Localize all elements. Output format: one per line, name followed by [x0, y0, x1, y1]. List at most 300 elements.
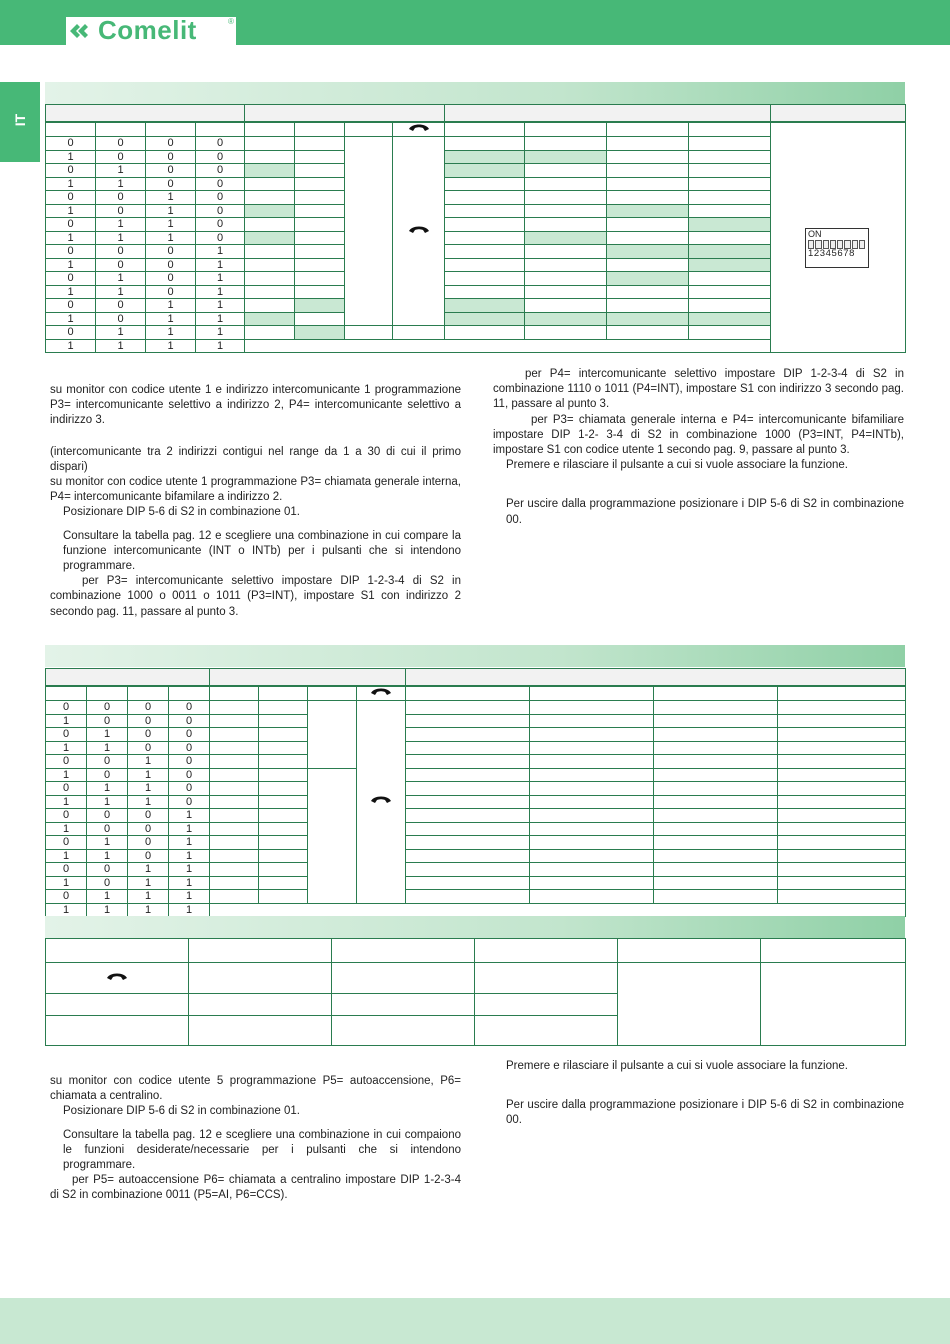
dip-on-label: ON: [808, 229, 822, 239]
table-cell: 0: [96, 245, 146, 259]
table-cell: [530, 809, 654, 823]
table-cell: 0: [96, 299, 146, 313]
table-cell: 0: [46, 245, 96, 259]
table-cell: 0: [87, 768, 128, 782]
paragraph: per P4= intercomunicante selettivo impostare DIP 1-2-3-4 di S2 in combinazione 1110 o 1011 (P4=INT), impostare S1 con indirizzo 3 secondo pag. 11, passare al punto 3.: [493, 368, 904, 411]
table-cell: [46, 939, 189, 963]
footer-bar: [0, 1298, 950, 1344]
table-cell: [654, 701, 778, 715]
table-cell: [259, 795, 308, 809]
table-cell: 1: [128, 768, 169, 782]
table-cell: [210, 741, 259, 755]
table-cell: [210, 890, 259, 904]
table-cell: 1: [46, 231, 96, 245]
table-cell: [530, 822, 654, 836]
table-cell: 1: [46, 150, 96, 164]
table-cell: [654, 755, 778, 769]
table-cell: [689, 122, 771, 137]
table-cell: [607, 326, 689, 340]
table-cell: [607, 245, 689, 259]
table-cell: [295, 299, 345, 313]
paragraph: Per uscire dalla programmazione posizionare i DIP 5-6 di S2 in combinazione 00.: [506, 498, 904, 526]
table-cell: [475, 963, 618, 994]
table-cell: [210, 755, 259, 769]
paragraph: su monitor con codice utente 1 e indirizzo intercomunicante 1 programmazione P3= intercomunicante selettivo a indirizzo 2, P4= intercomunicante selettivo a indirizzo 3.: [50, 384, 461, 427]
table-cell: 0: [169, 782, 210, 796]
table-cell: 0: [46, 191, 96, 205]
table-cell: [607, 218, 689, 232]
table-row: [46, 782, 906, 796]
table-cell: 1: [169, 863, 210, 877]
table-cell: 1: [96, 272, 146, 286]
table-cell: 1: [87, 741, 128, 755]
section1-left-text: [50, 383, 461, 620]
table-cell: 0: [96, 150, 146, 164]
table-cell: [245, 285, 295, 299]
table-cell: 0: [146, 177, 196, 191]
table-cell: 0: [46, 137, 96, 151]
table-cell: [295, 272, 345, 286]
table-cell: [445, 177, 525, 191]
table-cell: 1: [87, 795, 128, 809]
table-cell: [406, 741, 530, 755]
table-cell: 1: [146, 191, 196, 205]
table-cell: [189, 963, 332, 994]
table-cell: 0: [128, 701, 169, 715]
table-cell: [46, 686, 87, 701]
table-cell: 1: [146, 339, 196, 353]
table-cell: [406, 686, 530, 701]
table-cell: [654, 836, 778, 850]
table-cell: 1: [87, 728, 128, 742]
table-cell: [210, 701, 259, 715]
table-row: [46, 755, 906, 769]
table-cell: 0: [46, 782, 87, 796]
table-cell: 1: [96, 177, 146, 191]
table-cell: [210, 863, 259, 877]
table-cell: [778, 849, 906, 863]
table-cell: [525, 164, 607, 178]
table-cell: 0: [196, 137, 245, 151]
table-cell: 0: [128, 809, 169, 823]
brand-logo: [66, 17, 236, 45]
paragraph: Posizionare DIP 5-6 di S2 in combinazione 01.: [63, 1105, 300, 1118]
table-cell: [689, 231, 771, 245]
table-cell: [778, 755, 906, 769]
table-cell: [525, 326, 607, 340]
table-cell: [445, 105, 771, 123]
table-row: [46, 768, 906, 782]
table-cell: [245, 164, 295, 178]
table-cell: [210, 795, 259, 809]
table-cell: 0: [46, 299, 96, 313]
table-cell: 1: [46, 768, 87, 782]
table-row: [46, 795, 906, 809]
table-cell: [530, 849, 654, 863]
table-cell: [525, 258, 607, 272]
table-cell: [295, 164, 345, 178]
table-cell: [406, 669, 906, 687]
table-cell: 1: [96, 339, 146, 353]
table-cell: [295, 312, 345, 326]
table-cell: [445, 231, 525, 245]
table-cell: 1: [169, 890, 210, 904]
table-cell: [393, 122, 445, 137]
table-cell: [530, 755, 654, 769]
handset-icon: [370, 687, 392, 697]
table-cell: [761, 963, 906, 1046]
table-cell: [525, 218, 607, 232]
table-cell: [689, 312, 771, 326]
table-cell: 0: [196, 150, 245, 164]
table-cell: [210, 669, 406, 687]
table-cell: [406, 795, 530, 809]
table-cell: 1: [128, 782, 169, 796]
table-cell: [245, 218, 295, 232]
table-cell: [210, 809, 259, 823]
table-cell: 1: [128, 890, 169, 904]
table-cell: 1: [96, 285, 146, 299]
table-cell: 0: [128, 714, 169, 728]
table-cell: [406, 822, 530, 836]
table-cell: 0: [46, 809, 87, 823]
table-cell: [406, 849, 530, 863]
table-cell: 1: [46, 204, 96, 218]
table-cell: [245, 122, 295, 137]
table-cell: [245, 245, 295, 259]
table-row: [46, 836, 906, 850]
table-cell: 1: [46, 177, 96, 191]
table-cell: [259, 768, 308, 782]
table-cell: 1: [196, 326, 245, 340]
table-cell: [689, 137, 771, 151]
paragraph: (intercomunicante tra 2 indirizzi contigui nel range da 1 a 30 di cui il primo dispari): [50, 445, 461, 473]
table-row: [46, 903, 906, 917]
table-cell: 0: [46, 164, 96, 178]
table-cell: 1: [46, 795, 87, 809]
table-cell: [607, 191, 689, 205]
table-cell: [654, 809, 778, 823]
table-cell: 1: [169, 822, 210, 836]
table-cell: [654, 714, 778, 728]
table-cell: 0: [46, 890, 87, 904]
table-cell: [87, 686, 128, 701]
table-cell: [406, 755, 530, 769]
table-cell: 1: [146, 312, 196, 326]
table-cell: [778, 890, 906, 904]
table-cell: [445, 326, 525, 340]
table-cell: [406, 768, 530, 782]
table-row: [46, 701, 906, 715]
table-cell: [654, 849, 778, 863]
table-cell: 1: [46, 339, 96, 353]
table-cell: [607, 231, 689, 245]
table-cell: [654, 782, 778, 796]
table-cell: [196, 122, 245, 137]
table-cell: [245, 258, 295, 272]
table-cell: [295, 245, 345, 259]
table-cell: [778, 701, 906, 715]
handset-icon: [370, 795, 392, 805]
table-cell: [445, 164, 525, 178]
table-cell: [607, 177, 689, 191]
table-row: [46, 741, 906, 755]
table-cell: [169, 686, 210, 701]
table-cell: 1: [46, 849, 87, 863]
table-cell: [525, 312, 607, 326]
table-cell: [259, 809, 308, 823]
paragraph: Posizionare DIP 5-6 di S2 in combinazione 01.: [63, 506, 300, 519]
table-cell: [530, 890, 654, 904]
table-cell: 0: [196, 204, 245, 218]
table2-title-band: [45, 645, 905, 667]
table-cell: 0: [46, 326, 96, 340]
table-cell: [778, 795, 906, 809]
table-cell: [259, 876, 308, 890]
table-cell: 0: [128, 836, 169, 850]
table-cell: 1: [46, 903, 87, 917]
table-cell: 1: [128, 876, 169, 890]
table-cell: [406, 714, 530, 728]
table-cell: [654, 741, 778, 755]
dip-switch-diagram: [805, 228, 869, 268]
table-cell: [210, 728, 259, 742]
table-cell: [308, 686, 357, 701]
table-cell: [778, 863, 906, 877]
table-cell: [530, 686, 654, 701]
table-cell: [654, 822, 778, 836]
table3: [45, 938, 906, 1046]
table-cell: [406, 782, 530, 796]
table1-title-band: [45, 82, 905, 104]
table-cell: [189, 939, 332, 963]
table-cell: 0: [46, 218, 96, 232]
table-cell: [210, 903, 906, 917]
table-cell: [332, 939, 475, 963]
table-cell: 0: [169, 795, 210, 809]
table-cell: 1: [169, 903, 210, 917]
table-cell: 1: [146, 218, 196, 232]
table-cell: [530, 863, 654, 877]
table-cell: [445, 299, 525, 313]
table-cell: 0: [196, 164, 245, 178]
table-row: [46, 876, 906, 890]
table-cell: 1: [46, 876, 87, 890]
table-cell: [445, 245, 525, 259]
table-cell: [245, 150, 295, 164]
table-cell: 1: [46, 258, 96, 272]
table-cell: [46, 105, 245, 123]
table-cell: [393, 137, 445, 326]
table-cell: [245, 272, 295, 286]
table-cell: 1: [146, 231, 196, 245]
table-cell: [245, 105, 445, 123]
table-cell: [259, 836, 308, 850]
table3-title-band: [45, 916, 905, 938]
table-cell: [607, 164, 689, 178]
table-cell: [530, 714, 654, 728]
table-cell: 1: [87, 903, 128, 917]
table-cell: 1: [46, 741, 87, 755]
table-cell: [295, 326, 345, 340]
table-cell: 1: [146, 204, 196, 218]
table-cell: [308, 701, 357, 769]
table-cell: [245, 312, 295, 326]
table-cell: [530, 701, 654, 715]
table-cell: [259, 849, 308, 863]
paragraph: Premere e rilasciare il pulsante a cui si vuole associare la funzione.: [506, 1060, 848, 1072]
table-cell: 1: [196, 272, 245, 286]
table-cell: [778, 728, 906, 742]
table-cell: [210, 782, 259, 796]
table-cell: [778, 782, 906, 796]
table-cell: [189, 1016, 332, 1046]
table-cell: 0: [46, 863, 87, 877]
paragraph: Premere e rilasciare il pulsante a cui si vuole associare la funzione.: [506, 459, 848, 472]
table-cell: [245, 231, 295, 245]
table-cell: [46, 669, 210, 687]
table-cell: [357, 701, 406, 904]
table-cell: 1: [196, 285, 245, 299]
table-row: [46, 809, 906, 823]
brand-name: Comelit: [98, 15, 197, 45]
table-cell: 1: [96, 218, 146, 232]
table-cell: [128, 686, 169, 701]
table-cell: [295, 137, 345, 151]
table-cell: 0: [146, 245, 196, 259]
table-cell: 1: [96, 164, 146, 178]
table-cell: [654, 728, 778, 742]
table-cell: [525, 177, 607, 191]
table-cell: 1: [46, 714, 87, 728]
table-cell: [295, 218, 345, 232]
table-cell: [525, 285, 607, 299]
table-cell: 0: [87, 701, 128, 715]
table-cell: 0: [96, 191, 146, 205]
table-cell: [525, 299, 607, 313]
table-cell: 0: [87, 755, 128, 769]
table-cell: [778, 741, 906, 755]
table-cell: [607, 258, 689, 272]
table-cell: 1: [46, 822, 87, 836]
table-cell: [345, 137, 393, 326]
table-row: [46, 728, 906, 742]
table-cell: 0: [87, 809, 128, 823]
table-cell: [654, 686, 778, 701]
section1-right-text: [493, 367, 904, 528]
table-cell: 0: [128, 849, 169, 863]
table-cell: [525, 150, 607, 164]
table-cell: [406, 876, 530, 890]
table-cell: [761, 939, 906, 963]
table-cell: 1: [196, 258, 245, 272]
table-cell: [778, 809, 906, 823]
table-cell: 0: [96, 312, 146, 326]
table-cell: 1: [169, 809, 210, 823]
paragraph: Consultare la tabella pag. 12 e scegliere una combinazione in cui compare la funzione intercomunicante (INT o INTb) per i pulsanti che si intendono programmare.: [63, 529, 461, 573]
table-cell: [689, 285, 771, 299]
table-cell: 0: [87, 863, 128, 877]
table-cell: [689, 204, 771, 218]
table-cell: 0: [196, 218, 245, 232]
paragraph: per P3= intercomunicante selettivo impostare DIP 1-2-3-4 di S2 in combinazione 1000 o 0011 o 1011 (P3=INT), impostare S1 con indirizzo 2 secondo pag. 11, passare al punto 3.: [50, 575, 461, 618]
table-cell: [778, 686, 906, 701]
table-cell: [689, 245, 771, 259]
table-cell: [210, 849, 259, 863]
table-cell: 0: [46, 272, 96, 286]
table-row: [46, 714, 906, 728]
table-cell: [357, 686, 406, 701]
table-cell: [445, 137, 525, 151]
table-cell: [689, 258, 771, 272]
table-cell: [689, 177, 771, 191]
table-cell: [332, 1016, 475, 1046]
handset-icon: [408, 123, 430, 133]
paragraph: per P3= chiamata generale interna e P4= intercomunicante bifamiliare impostare DIP 1-2- 3-4 di S2 in combinazione 1000 (P3=INT, P4=INTb), impostare S1 con codice utente 1 secondo pag. 9, passare al punto 3.: [493, 413, 904, 457]
table-cell: [46, 122, 96, 137]
table-cell: 1: [169, 876, 210, 890]
table-cell: [445, 218, 525, 232]
table-cell: [295, 122, 345, 137]
table-cell: 1: [46, 312, 96, 326]
comelit-mark-icon: [70, 22, 94, 40]
table-cell: 1: [128, 795, 169, 809]
table-cell: 0: [146, 285, 196, 299]
table-cell: [525, 204, 607, 218]
table-cell: [259, 701, 308, 715]
table-cell: [245, 177, 295, 191]
paragraph: Per uscire dalla programmazione posizionare i DIP 5-6 di S2 in combinazione 00.: [506, 1099, 904, 1127]
table-cell: [618, 939, 761, 963]
table-cell: 0: [46, 755, 87, 769]
table2: [45, 668, 906, 917]
table-cell: [689, 218, 771, 232]
table-cell: [475, 1016, 618, 1046]
table-cell: [295, 231, 345, 245]
table-cell: 1: [146, 299, 196, 313]
table-cell: [259, 890, 308, 904]
table-cell: [525, 137, 607, 151]
table-cell: [525, 272, 607, 286]
paragraph: su monitor con codice utente 1 programmazione P3= chiamata generale interna, P4= intercomunicante bifamilare a indirizzo 2.: [50, 476, 461, 504]
table-cell: 1: [96, 231, 146, 245]
table-cell: [406, 809, 530, 823]
table-cell: 0: [196, 231, 245, 245]
table-cell: 1: [128, 863, 169, 877]
table-cell: [689, 191, 771, 205]
table-cell: 0: [128, 741, 169, 755]
table-cell: 0: [196, 191, 245, 205]
table-cell: [210, 714, 259, 728]
table-cell: [295, 258, 345, 272]
table-cell: [654, 890, 778, 904]
table-cell: [689, 272, 771, 286]
table-cell: [445, 312, 525, 326]
table-cell: [607, 137, 689, 151]
table-cell: 1: [128, 755, 169, 769]
handset-icon: [106, 972, 128, 982]
table-cell: 0: [146, 272, 196, 286]
table-cell: [46, 1016, 189, 1046]
table-cell: [406, 701, 530, 715]
table-cell: [259, 728, 308, 742]
table-cell: [530, 768, 654, 782]
table-cell: 0: [169, 741, 210, 755]
table-cell: 0: [146, 137, 196, 151]
table-row: [46, 822, 906, 836]
table-cell: 0: [146, 150, 196, 164]
table-cell: [445, 191, 525, 205]
